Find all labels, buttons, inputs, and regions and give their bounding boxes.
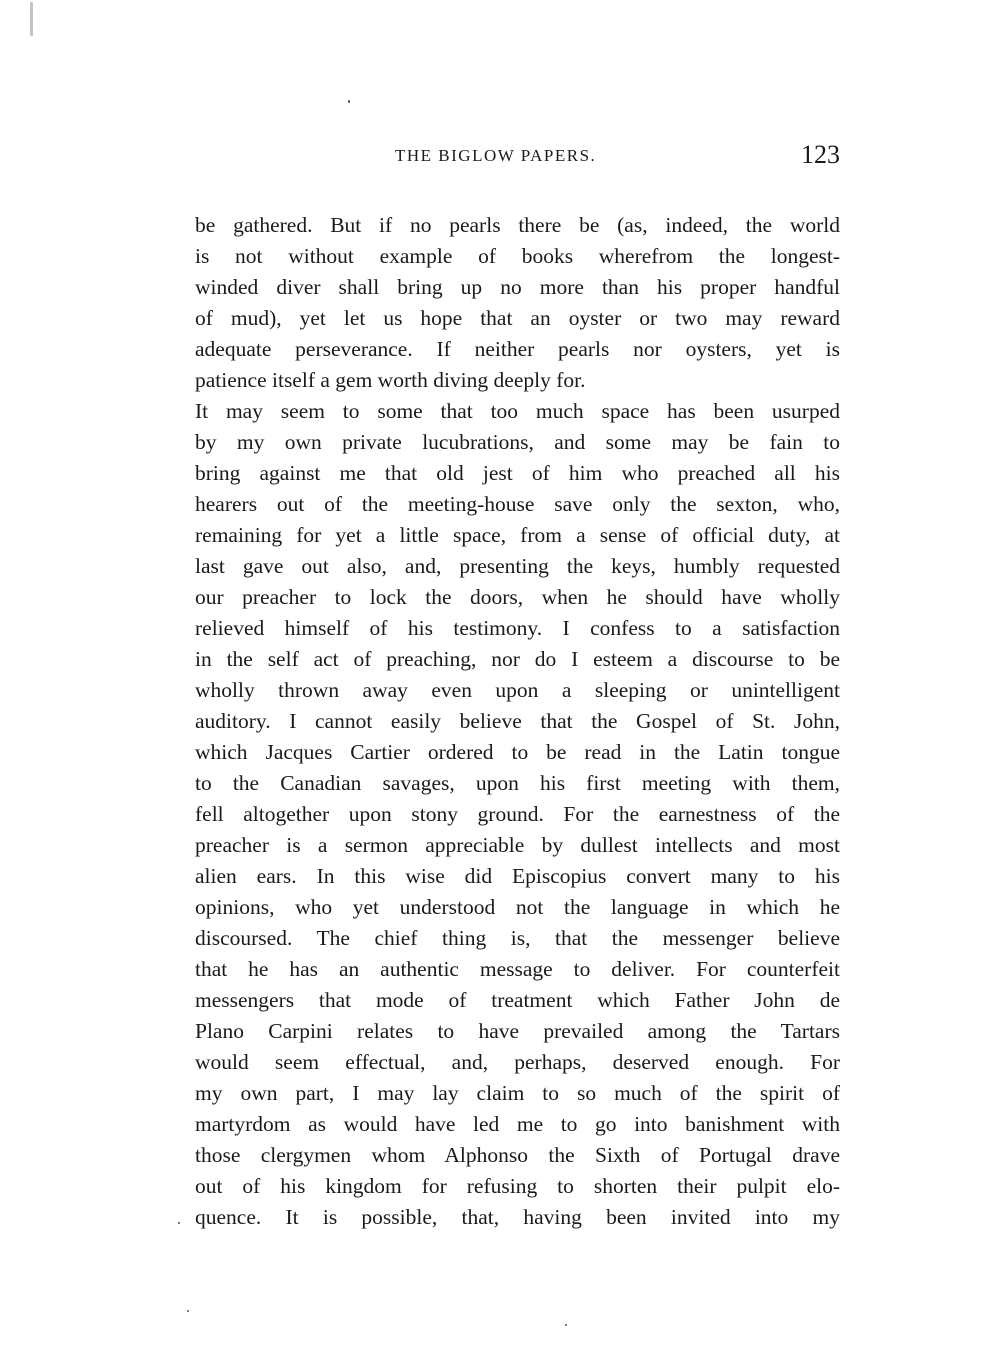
paragraph xyxy=(195,210,840,396)
text-line: last gave out also, and, presenting the keys, humbly requested xyxy=(195,554,840,578)
text-line: relieved himself of his testimony. I confess to a satisfaction xyxy=(195,616,840,640)
text-line: opinions, who yet understood not the language in which he xyxy=(195,895,840,919)
running-header xyxy=(195,140,840,174)
text-line: bring against me that old jest of him who preached all his xyxy=(195,461,840,485)
text-line: alien ears. In this wise did Episcopius convert many to his xyxy=(195,864,840,888)
text-line: adequate perseverance. If neither pearls nor oysters, yet is xyxy=(195,337,840,361)
text-line: quence. It is possible, that, having been invited into my xyxy=(195,1205,840,1229)
text-line: winded diver shall bring up no more than his proper handful xyxy=(195,275,840,299)
text-line: remaining for yet a little space, from a sense of official duty, at xyxy=(195,523,840,547)
scan-speck xyxy=(348,100,350,103)
text-line: preacher is a sermon appreciable by dullest intellects and most xyxy=(195,833,840,857)
text-line: It may seem to some that too much space has been usurped xyxy=(195,399,840,423)
paragraph xyxy=(195,396,840,1233)
text-line: which Jacques Cartier ordered to be read in the Latin tongue xyxy=(195,740,840,764)
text-line: my own part, I may lay claim to so much of the spirit of xyxy=(195,1081,840,1105)
text-line: Plano Carpini relates to have prevailed among the Tartars xyxy=(195,1019,840,1043)
text-line: would seem effectual, and, perhaps, deserved enough. For xyxy=(195,1050,840,1074)
text-line: those clergymen whom Alphonso the Sixth of Portugal drave xyxy=(195,1143,840,1167)
text-line: out of his kingdom for refusing to shorten their pulpit elo- xyxy=(195,1174,840,1198)
text-line: martyrdom as would have led me to go into banishment with xyxy=(195,1112,840,1136)
text-line: fell altogether upon stony ground. For the earnestness of the xyxy=(195,802,840,826)
text-line: in the self act of preaching, nor do I esteem a discourse to be xyxy=(195,647,840,671)
scan-speck xyxy=(30,2,33,36)
scan-speck xyxy=(565,1324,567,1326)
text-line: of mud), yet let us hope that an oyster or two may reward xyxy=(195,306,840,330)
scan-speck xyxy=(178,1222,180,1224)
text-line: be gathered. But if no pearls there be (as, indeed, the world xyxy=(195,213,840,237)
text-line: wholly thrown away even upon a sleeping or unintelligent xyxy=(195,678,840,702)
text-line: auditory. I cannot easily believe that the Gospel of St. John, xyxy=(195,709,840,733)
text-line: to the Canadian savages, upon his first meeting with them, xyxy=(195,771,840,795)
text-line: is not without example of books wherefrom the longest- xyxy=(195,244,840,268)
scan-speck xyxy=(187,1310,189,1312)
text-line: hearers out of the meeting-house save only the sexton, who, xyxy=(195,492,840,516)
text-line: patience itself a gem worth diving deeply for. xyxy=(195,368,586,392)
text-line: messengers that mode of treatment which Father John de xyxy=(195,988,840,1012)
page-number: 123 xyxy=(801,140,840,169)
body-text xyxy=(195,210,840,1233)
text-line: that he has an authentic message to deliver. For counterfeit xyxy=(195,957,840,981)
text-line: our preacher to lock the doors, when he should have wholly xyxy=(195,585,840,609)
text-line: discoursed. The chief thing is, that the messenger believe xyxy=(195,926,840,950)
text-line: by my own private lucubrations, and some may be fain to xyxy=(195,430,840,454)
running-title: THE BIGLOW PAPERS. xyxy=(395,146,597,165)
